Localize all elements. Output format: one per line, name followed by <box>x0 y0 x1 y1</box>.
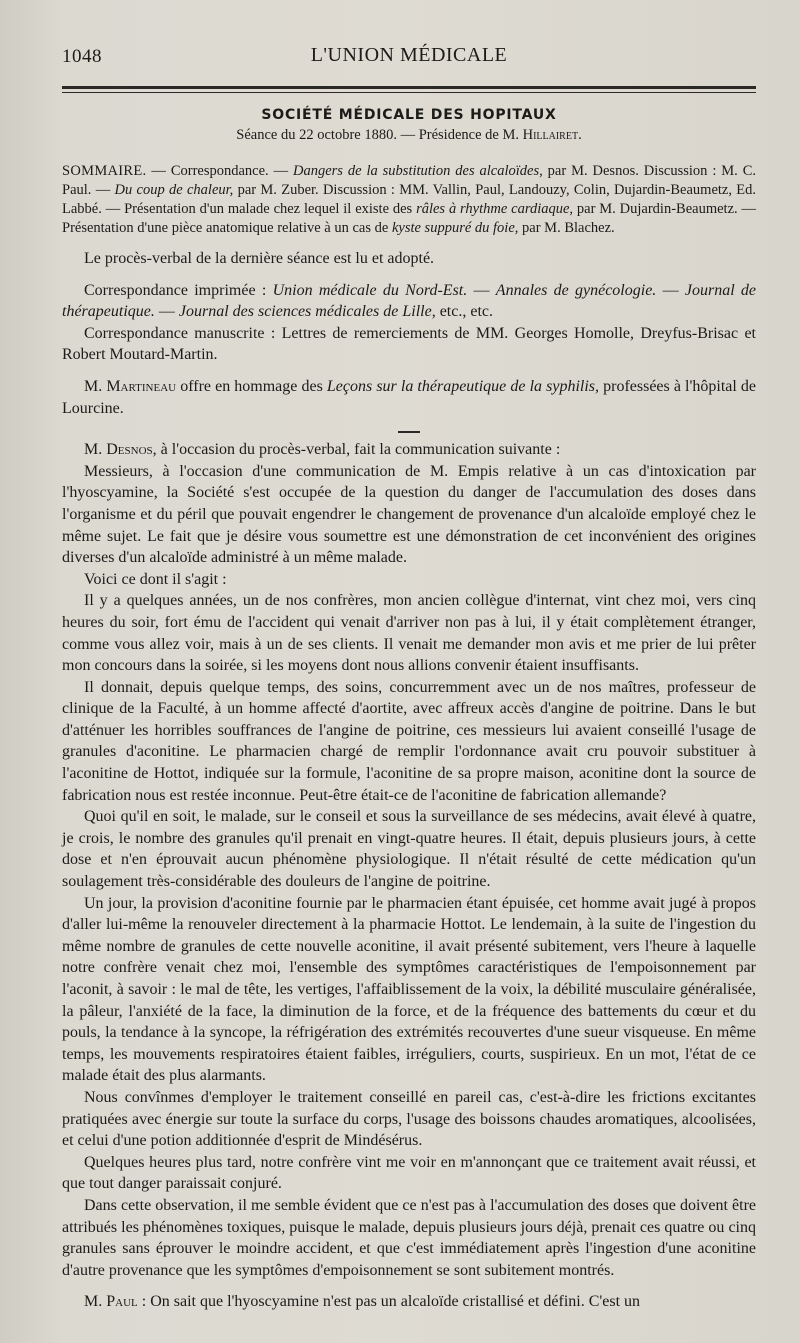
summary-label: SOMMAIRE. <box>62 163 147 179</box>
paragraph-desnos-intro: M. Desnos, à l'occasion du procès-verbal, fait la communication suivante : <box>84 441 561 459</box>
header-rule-thick <box>62 86 756 89</box>
paragraph-observation: Dans cette observation, il me semble évident que ce n'est pas à l'accumulation des doses que doivent être attribués les phénomènes toxiques, puisque le malade, depuis plusieurs jours déjà, prenait ces quatre ou cinq granules sans éprouver le moindre accident, et que c'est immédiatement après l'ingestion d'une aconitine d'autre provenance que les symptômes d'empoisonnement se sont subitement montrés. <box>62 1196 756 1279</box>
header-rule-thin <box>62 92 756 93</box>
page-number: 1048 <box>62 46 102 67</box>
paragraph-confrere: Il y a quelques années, un de nos confrères, mon ancien collègue d'internat, vint chez moi, vers cinq heures du soir, fort ému de l'accident qui venait d'arriver non pas à lui, il y était complètement étranger, comme vous allez voir, mais à un de ses clients. Il venait me demander mon avis et me prier de lui prêter mon concours dans la soirée, si les moyens dont nous allions convenir étaient insuffisants. <box>62 592 756 675</box>
paragraph-voici: Voici ce dont il s'agit : <box>84 570 227 588</box>
section-divider <box>62 425 756 437</box>
section-title: SOCIÉTÉ MÉDICALE DES HOPITAUX <box>261 107 557 123</box>
paragraph-manuscript-correspondence: Correspondance manuscrite : Lettres de remerciements de MM. Georges Homolle, Dreyfus-Brisac et Robert Moutard-Martin. <box>62 324 756 364</box>
paragraph-quelques-heures: Quelques heures plus tard, notre confrère vint me voir en m'annonçant que ce traitement avait réussi, et que tout danger paraissait conjuré. <box>62 1153 756 1193</box>
paragraph-paul: M. Paul : On sait que l'hyoscyamine n'est pas un alcaloïde cristallisé et défini. C'est un <box>84 1293 641 1311</box>
paragraph-traitement: Nous convînmes d'employer le traitement conseillé en pareil cas, c'est-à-dire les frictions excitantes pratiquées avec énergie sur toute la surface du corps, l'usage des boissons chaudes aromatiques, alcoolisées, et celui d'une potion additionnée d'esprit de Mindésérus. <box>62 1088 756 1150</box>
paragraph-martineau: M. Martineau offre en hommage des Leçons sur la thérapeutique de la syphilis, professées à l'hôpital de Lourcine. <box>62 377 757 417</box>
running-head <box>62 40 756 70</box>
paragraph-minutes: Le procès-verbal de la dernière séance est lu et adopté. <box>84 250 435 267</box>
paragraph-printed-correspondence: Correspondance imprimée : Union médicale du Nord-Est. — Annales de gynécologie. — Journal de thérapeutique. — Journal des sciences médicales de Lille, etc., etc. <box>62 281 757 321</box>
paragraph-messieurs: Messieurs, à l'occasion d'une communication de M. Empis relative à un cas d'intoxication par l'hyoscyamine, la Société s'est occupée de la question du danger de l'accumulation des doses dans l'organisme et du péril que pouvait engendrer le changement de provenance d'un alcaloïde employé chez le même sujet. Le fait que je désire vous soumettre est une démonstration de cet inconvénient des origines diverses d'un alcaloïde administré à un même malade. <box>62 462 756 567</box>
summary-block: SOMMAIRE. — Correspondance. — Dangers de la substitution des alcaloïdes, par M. Desnos. Discussion : M. C. Paul. — Du coup de chaleur, par M. Zuber. Discussion : MM. Vallin, Paul, Landouzy, Colin, Dujardin-Beaumetz, Ed. Labbé. — Présentation d'un malade chez lequel il existe des râles à rhythme cardiaque, par M. Dujardin-Beaumetz. — Présentation d'une pièce anatomique relative à un cas de kyste suppuré du foie, par M. Blachez. <box>62 163 757 236</box>
session-line: Séance du 22 octobre 1880. — Présidence de M. Hillairet. <box>236 127 582 143</box>
paragraph-un-jour: Un jour, la provision d'aconitine fournie par le pharmacien étant épuisée, cet homme avait jugé à propos d'aller lui-même la renouveler directement à la pharmacie Hottot. Le lendemain, à la suite de l'ingestion du même nombre de granules de cette nouvelle aconitine, il avait présenté subitement, vers l'heure à laquelle notre confrère venait chez moi, l'ensemble des symptômes caractéristiques de l'empoisonnement par l'aconit, à savoir : le mal de tête, les vertiges, l'affaiblissement de la voix, la débilité musculaire généralisée, la pâleur, l'anxiété de la face, la diminution de la force, et de la fréquence des battements du cœur et du pouls, la tendance à la syncope, la réfrigération des extrémités recouvertes d'une sueur visqueuse. En même temps, les mouvements respiratoires étaient faibles, irréguliers, courts, suspirieux. En un mot, l'état de ce malade était des plus alarmants. <box>62 894 756 1085</box>
paragraph-quoi-quil: Quoi qu'il en soit, le malade, sur le conseil et sous la surveillance de ses médecins, avait élevé à quatre, je crois, le nombre des granules qu'il prenait en vingt-quatre heures. Il était, depuis plusieurs jours, à cette dose et n'en éprouvait aucun phénomène physiologique. Il n'était résulté de cette médication qu'un soulagement très-considérable des douleurs de l'angine de poitrine. <box>62 808 756 891</box>
journal-title: L'UNION MÉDICALE <box>310 44 508 66</box>
paragraph-aortite: Il donnait, depuis quelque temps, des soins, concurremment avec un de nos maîtres, professeur de clinique de la Faculté, à un homme affecté d'aortite, avec affreux accès d'angine de poitrine. Dans le but d'atténuer les horribles souffrances de l'angine de poitrine, ces messieurs lui avaient conseillé l'usage de granules d'aconitine. Le pharmacien chargé de remplir l'ordonnance avait cru pouvoir substituer à l'aconitine de Hottot, indiquée sur la formule, l'aconitine de sa propre maison, aconitine dont la source de fabrication nous est restée inconnue. Peut-être était-ce de l'aconitine de fabrication allemande? <box>62 678 756 804</box>
president-name: Hillairet <box>522 127 579 143</box>
